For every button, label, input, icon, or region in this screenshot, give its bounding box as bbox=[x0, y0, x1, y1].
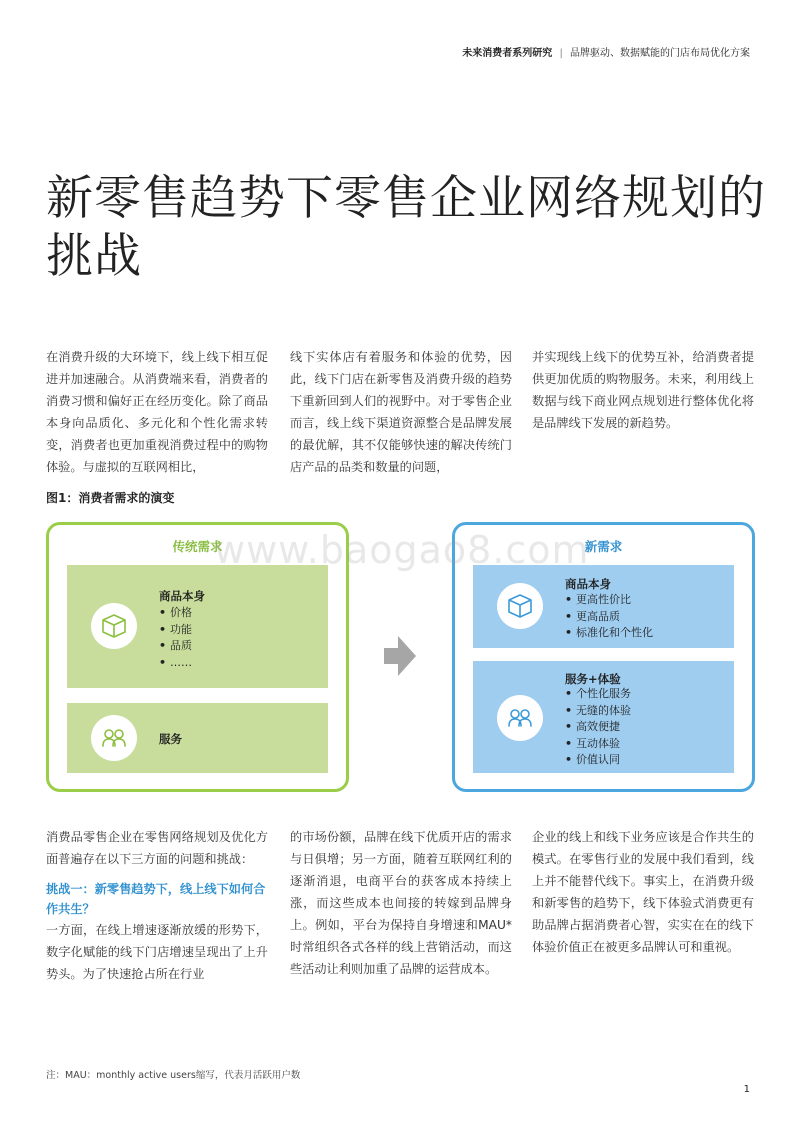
traditional-product-list bbox=[159, 605, 192, 671]
traditional-service-box bbox=[67, 703, 328, 773]
body-column-1 bbox=[46, 826, 268, 985]
new-product-title: 商品本身 bbox=[565, 577, 611, 591]
body-column-2: 的市场份额，品牌在线下优质开店的需求与日俱增；另一方面，随着互联网红利的逐渐消退，电商平台的获客成本持续上涨，而这些成本也间接的转嫁到品牌身上。例如，平台为保持自身增速和MAU*时常组织各式各样的线上营销活动，而这些活动让利则加重了品牌的运营成本。 bbox=[290, 830, 512, 976]
list-item: • 价格 bbox=[159, 605, 192, 622]
list-item: • 品质 bbox=[159, 638, 192, 655]
list-item: • 无缝的体验 bbox=[565, 703, 631, 720]
list-item: • 高效便捷 bbox=[565, 719, 631, 736]
challenge-heading: 挑战一：新零售趋势下，线上线下如何合作共生？ bbox=[46, 882, 266, 916]
list-item: • 更高品质 bbox=[565, 609, 653, 626]
box-icon bbox=[91, 603, 137, 649]
list-item: • 标准化和个性化 bbox=[565, 625, 653, 642]
traditional-product-title: 商品本身 bbox=[159, 589, 205, 603]
list-item: • 互动体验 bbox=[565, 736, 631, 753]
traditional-demand-label: 传统需求 bbox=[172, 539, 223, 554]
watermark: www.baogao8.com bbox=[214, 528, 590, 572]
running-header bbox=[462, 44, 750, 59]
header-separator: | bbox=[559, 48, 563, 59]
new-service-list bbox=[565, 686, 631, 769]
right-arrow-icon bbox=[384, 634, 416, 682]
figure-title: 图1：消费者需求的演变 bbox=[46, 491, 175, 505]
new-service-box bbox=[473, 661, 734, 773]
body-intro: 消费品零售企业在零售网络规划及优化方面普遍存在以下三方面的问题和挑战： bbox=[46, 830, 268, 866]
traditional-product-box bbox=[67, 565, 328, 688]
people-icon bbox=[91, 715, 137, 761]
list-item: • 个性化服务 bbox=[565, 686, 631, 703]
new-product-list bbox=[565, 592, 653, 642]
box-icon bbox=[497, 583, 543, 629]
page-number: 1 bbox=[743, 1084, 750, 1095]
people-icon bbox=[497, 695, 543, 741]
footnote: 注：MAU：monthly active users缩写，代表月活跃用户数 bbox=[46, 1070, 301, 1081]
new-demand-label: 新需求 bbox=[584, 539, 623, 554]
list-item: • 价值认同 bbox=[565, 752, 631, 769]
header-series: 未来消费者系列研究 bbox=[462, 48, 553, 59]
intro-column-1: 在消费升级的大环境下，线上线下相互促进并加速融合。从消费端来看，消费者的消费习惯和偏好正在经历变化。除了商品本身向品质化、多元化和个性化需求转变，消费者也更加重视消费过程中的购物体验。与虚拟的互联网相比， bbox=[46, 350, 268, 474]
new-service-title: 服务+体验 bbox=[565, 672, 621, 686]
header-subtitle: 品牌驱动、数据赋能的门店布局优化方案 bbox=[570, 48, 750, 59]
body-column-3: 企业的线上和线下业务应该是合作共生的模式。在零售行业的发展中我们看到，线上并不能替代线下。事实上，在消费升级和新零售的趋势下，线下体验式消费更有助品牌占据消费者心智，实实在在的线下体验价值正在被更多品牌认可和重视。 bbox=[532, 830, 754, 954]
page-title: 新零售趋势下零售企业网络规划的挑战 bbox=[46, 171, 766, 284]
list-item: • 更高性价比 bbox=[565, 592, 653, 609]
body-text: 一方面，在线上增速逐渐放缓的形势下，数字化赋能的线下门店增速呈现出了上升势头。为了快速抢占所在行业 bbox=[46, 923, 268, 981]
traditional-service-title: 服务 bbox=[159, 732, 182, 746]
intro-column-2: 线下实体店有着服务和体验的优势，因此，线下门店在新零售及消费升级的趋势下重新回到人们的视野中。对于零售企业而言，线上线下渠道资源整合是品牌发展的最优解，其不仅能够快速的解决传统门店产品的品类和数量的问题， bbox=[290, 350, 512, 474]
intro-column-3: 并实现线上线下的优势互补，给消费者提供更加优质的购物服务。未来，利用线上数据与线下商业网点规划进行整体优化将是品牌线下发展的新趋势。 bbox=[532, 350, 754, 430]
list-item: • 功能 bbox=[159, 622, 192, 639]
new-product-box bbox=[473, 565, 734, 648]
list-item: • …… bbox=[159, 655, 192, 672]
